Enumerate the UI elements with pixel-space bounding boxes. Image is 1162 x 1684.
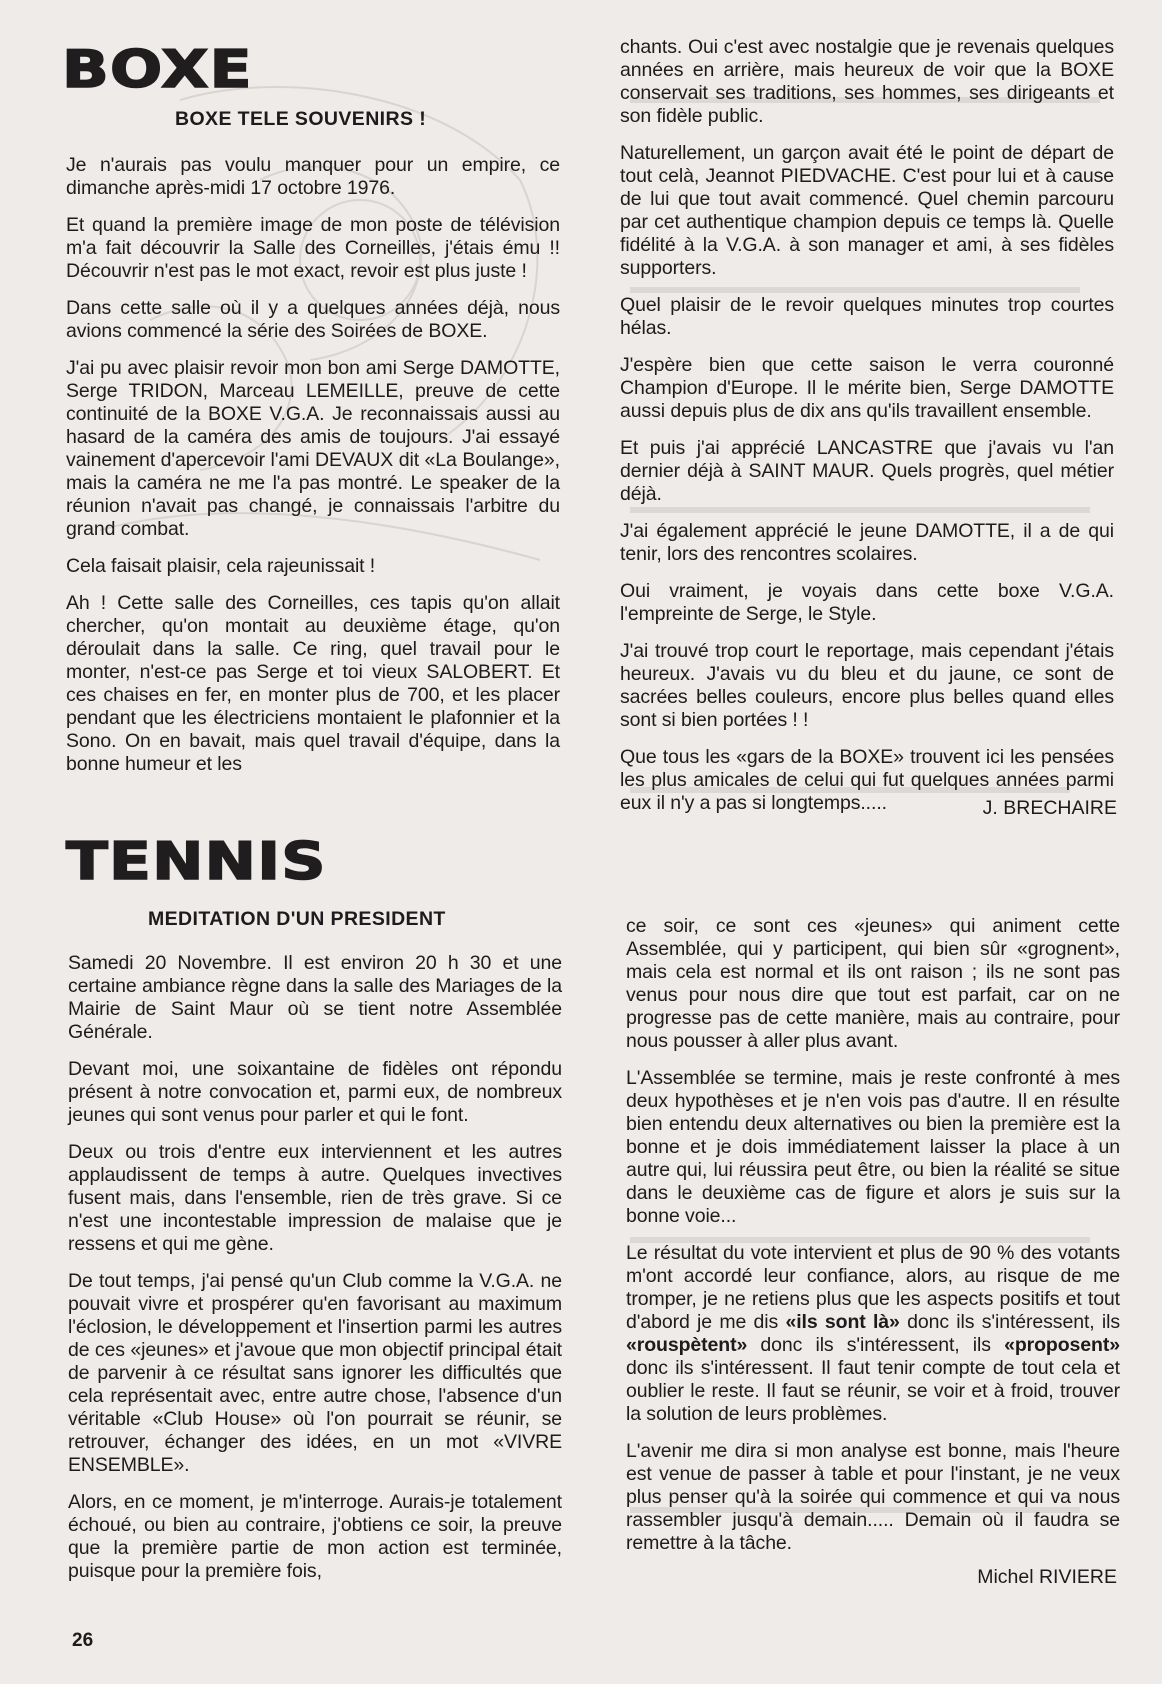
tennis-paragraph: L'Assemblée se termine, mais je reste confronté à mes deux hypothèses et je n'en vois pas d'autre. Il en résulte bien entendu deux alternatives ou bien la première est la bonne et je dois immédiatement laisser la place à un autre qui, lui réussira peut être, ou bien la réalité se situe dans le deuxième cas de figure et alors je suis sur la bonne voie... (626, 1067, 1120, 1227)
boxe-paragraph: chants. Oui c'est avec nostalgie que je revenais quelques années en arrière, mais heureux de voir que la BOXE conservait ses traditions, ses hommes, ses dirigeants et son fidèle public. (620, 36, 1114, 127)
boxe-heading: BOXE (62, 40, 253, 100)
tennis-paragraph: De tout temps, j'ai pensé qu'un Club comme la V.G.A. ne pouvait vivre et prospérer qu'en favorisant au maximum l'éclosion, le développement et l'insertion parmi les autres de ces «jeunes» et j'avoue que mon objectif principal était de parvenir à ce résultat sans ignorer les difficultés que cela représentait avec, entre autre chose, l'absence d'un véritable «Club House» où l'on pourrait se réunir, se retrouver, échanger des idées, en un mot «VIVRE ENSEMBLE». (68, 1270, 562, 1476)
boxe-paragraph: J'ai pu avec plaisir revoir mon bon ami Serge DAMOTTE, Serge TRIDON, Marceau LEMEILLE, preuve de cette continuité de la BOXE V.G.A. Je reconnaissais aussi au hasard de la caméra des amis de toujours. J'ai essayé vainement d'apercevoir l'ami DEVAUX dit «La Boulange», mais la caméra ne me l'a pas montré. Le speaker de la réunion n'avait pas changé, je connaissais l'arbitre du grand combat. (66, 357, 560, 540)
tennis-column-left (68, 952, 562, 1583)
boxe-paragraph: Oui vraiment, je voyais dans cette boxe V.G.A. l'empreinte de Serge, le Style. (620, 580, 1114, 625)
tennis-paragraph: ce soir, ce sont ces «jeunes» qui animent cette Assemblée, qui y participent, qui bien sûr «grognent», mais cela est normal et ils ont raison ; ils ne sont pas venus pour nous dire que tout est parfait, car on ne progresse pas de cette manière, mais au contraire, pour nous pousser à aller plus avant. (626, 915, 1120, 1052)
boxe-subtitle: BOXE TELE SOUVENIRS ! (175, 108, 427, 130)
tennis-heading: TENNIS (66, 832, 327, 892)
text-run: donc ils s'intéressent, ils (747, 1334, 1005, 1356)
text-run: donc ils s'intéressent. Il faut tenir compte de tout cela et oublier le reste. Il faut se réunir, se voir et à froid, trouver la solution de leurs problèmes. (626, 1357, 1120, 1425)
boxe-paragraph: Dans cette salle où il y a quelques années déjà, nous avions commencé la série des Soirées de BOXE. (66, 297, 560, 342)
tennis-paragraph: Samedi 20 Novembre. Il est environ 20 h 30 et une certaine ambiance règne dans la salle des Mariages de la Mairie de Saint Maur où se tient notre Assemblée Générale. (68, 952, 562, 1043)
tennis-paragraph: Alors, en ce moment, je m'interroge. Aurais-je totalement échoué, ou bien au contraire, j'obtiens ce soir, la preuve que la première partie de mon action est terminée, puisque pour la première fois, (68, 1491, 562, 1582)
tennis-paragraph-emphasis (626, 1242, 1120, 1426)
bold-run: «rouspètent» (626, 1334, 748, 1356)
boxe-signature: J. BRECHAIRE (982, 797, 1117, 819)
boxe-paragraph: J'ai également apprécié le jeune DAMOTTE, il a de qui tenir, lors des rencontres scolaires. (620, 520, 1114, 565)
tennis-paragraph: Deux ou trois d'entre eux interviennent et les autres applaudissent de temps à autre. Quelques invectives fusent mais, dans l'ensemble, rien de très grave. Si ce n'est une incontestable impression de malaise que je ressens et qui me gène. (68, 1141, 562, 1255)
boxe-column-right (620, 36, 1114, 815)
boxe-paragraph: Quel plaisir de le revoir quelques minutes trop courtes hélas. (620, 294, 1114, 339)
text-run: Le résultat du vote intervient et plus de 90 % des votants m'ont accordé leur confiance, alors, au risque de me tromper, je ne retiens plus que les aspects positifs et tout d'abord je me dis (626, 1242, 1120, 1333)
tennis-paragraph: L'avenir me dira si mon analyse est bonne, mais l'heure est venue de passer à table et pour l'instant, je ne veux plus penser qu'à la soirée qui commence et qui va nous rassembler jusqu'à demain..... Demain où il faudra se remettre à la tâche. (626, 1440, 1120, 1554)
tennis-signature: Michel RIVIERE (977, 1566, 1117, 1588)
boxe-paragraph: J'espère bien que cette saison le verra couronné Champion d'Europe. Il le mérite bien, Serge DAMOTTE aussi depuis plus de dix ans qu'ils travaillent ensemble. (620, 354, 1114, 422)
tennis-subtitle: MEDITATION D'UN PRESIDENT (148, 908, 446, 930)
boxe-paragraph: Naturellement, un garçon avait été le point de départ de tout celà, Jeannot PIEDVACHE. C'est pour lui et à cause de lui que tout avait commencé. Quel chemin parcouru par cet authentique champion depuis ce temps là. Quelle fidélité à la V.G.A. à son manager et ami, à ses fidèles supporters. (620, 142, 1114, 279)
boxe-paragraph: Ah ! Cette salle des Corneilles, ces tapis qu'on allait chercher, qu'on montait au deuxième étage, qu'on déroulait dans la salle. Ce ring, quel travail pour le monter, n'est-ce pas Serge et toi vieux SALOBERT. Et ces chaises en fer, en monter plus de 700, et les placer pendant que les électriciens montaient le plafonnier et la Sono. On en bavait, mais quel travail d'équipe, dans la bonne humeur et les (66, 592, 560, 775)
boxe-paragraph: Que tous les «gars de la BOXE» trouvent ici les pensées les plus amicales de celui qui fut quelques années parmi eux il n'y a pas si longtemps..... (620, 746, 1114, 814)
boxe-column-left (66, 154, 560, 776)
tennis-column-right (626, 915, 1120, 1555)
bold-run: «proposent» (1004, 1334, 1120, 1356)
boxe-paragraph: J'ai trouvé trop court le reportage, mais cependant j'étais heureux. J'avais vu du bleu et du jaune, ce sont de sacrées belles couleurs, encore plus belles quand elles sont si bien portées ! ! (620, 640, 1114, 731)
boxe-paragraph: Et quand la première image de mon poste de télévision m'a fait découvrir la Salle des Corneilles, j'étais ému !! Découvrir n'est pas le mot exact, revoir est plus juste ! (66, 214, 560, 282)
boxe-paragraph: Je n'aurais pas voulu manquer pour un empire, ce dimanche après-midi 17 octobre 1976. (66, 154, 560, 199)
boxe-paragraph: Et puis j'ai apprécié LANCASTRE que j'avais vu l'an dernier déjà à SAINT MAUR. Quels progrès, quel métier déjà. (620, 437, 1114, 505)
text-run: donc ils s'intéressent, ils (899, 1311, 1120, 1333)
page-number: 26 (72, 1630, 94, 1651)
boxe-paragraph: Cela faisait plaisir, cela rajeunissait ! (66, 555, 376, 577)
tennis-paragraph: Devant moi, une soixantaine de fidèles ont répondu présent à notre convocation et, parmi eux, de nombreux jeunes qui sont venus pour parler et qui le font. (68, 1058, 562, 1126)
bold-run: «ils sont là» (785, 1311, 900, 1333)
